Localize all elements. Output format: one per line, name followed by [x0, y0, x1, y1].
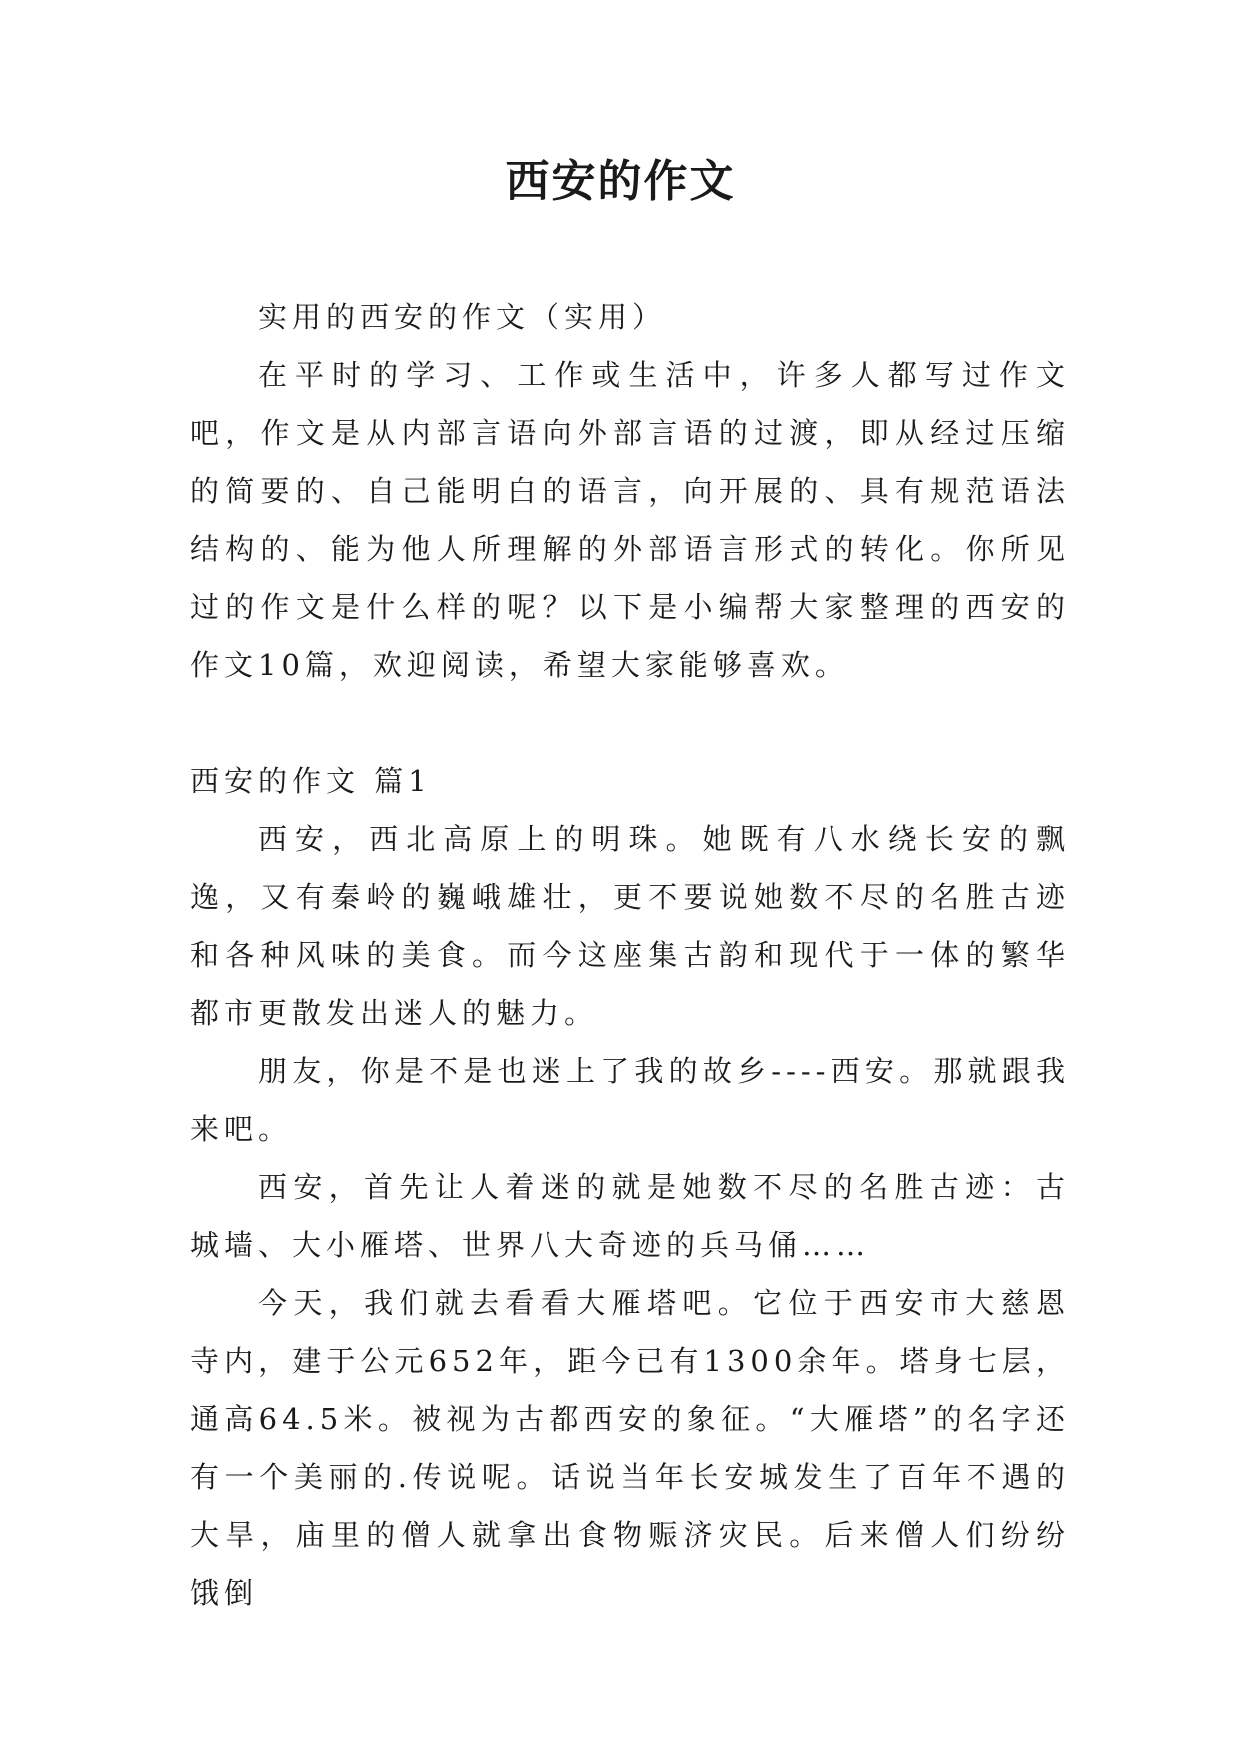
- section-heading: 西安的作文 篇1: [190, 764, 432, 798]
- intro-paragraph: 在平时的学习、工作或生活中，许多人都写过作文吧，作文是从内部言语向外部言语的过渡，即从经过压缩的简要的、自己能明白的语言，向开展的、具有规范语法结构的、能为他人所理解的外部语言形式的转化。你所见过的作文是什么样的呢？以下是小编帮大家整理的西安的作文10篇，欢迎阅读，希望大家能够喜欢。: [190, 358, 1070, 682]
- document-subtitle: 实用的西安的作文（实用）: [258, 300, 667, 334]
- body-paragraph: 今天，我们就去看看大雁塔吧。它位于西安市大慈恩寺内，建于公元652年，距今已有1300余年。塔身七层，通高64.5米。被视为古都西安的象征。“大雁塔”的名字还有一个美丽的.传说呢。话说当年长安城发生了百年不遇的大旱，庙里的僧人就拿出食物赈济灾民。后来僧人们纷纷饿倒: [190, 1286, 1070, 1610]
- body-paragraph: 西安，西北高原上的明珠。她既有八水绕长安的飘逸，又有秦岭的巍峨雄壮，更不要说她数不尽的名胜古迹和各种风味的美食。而今这座集古韵和现代于一体的繁华都市更散发出迷人的魅力。: [190, 822, 1070, 1030]
- document-title: 西安的作文: [505, 156, 736, 207]
- document-body: [190, 288, 1070, 1622]
- body-paragraph: 西安，首先让人着迷的就是她数不尽的名胜古迹：古城墙、大小雁塔、世界八大奇迹的兵马俑……: [190, 1170, 1070, 1262]
- body-paragraph: 朋友，你是不是也迷上了我的故乡----西安。那就跟我来吧。: [190, 1054, 1070, 1146]
- paragraph-gap: [190, 694, 1070, 752]
